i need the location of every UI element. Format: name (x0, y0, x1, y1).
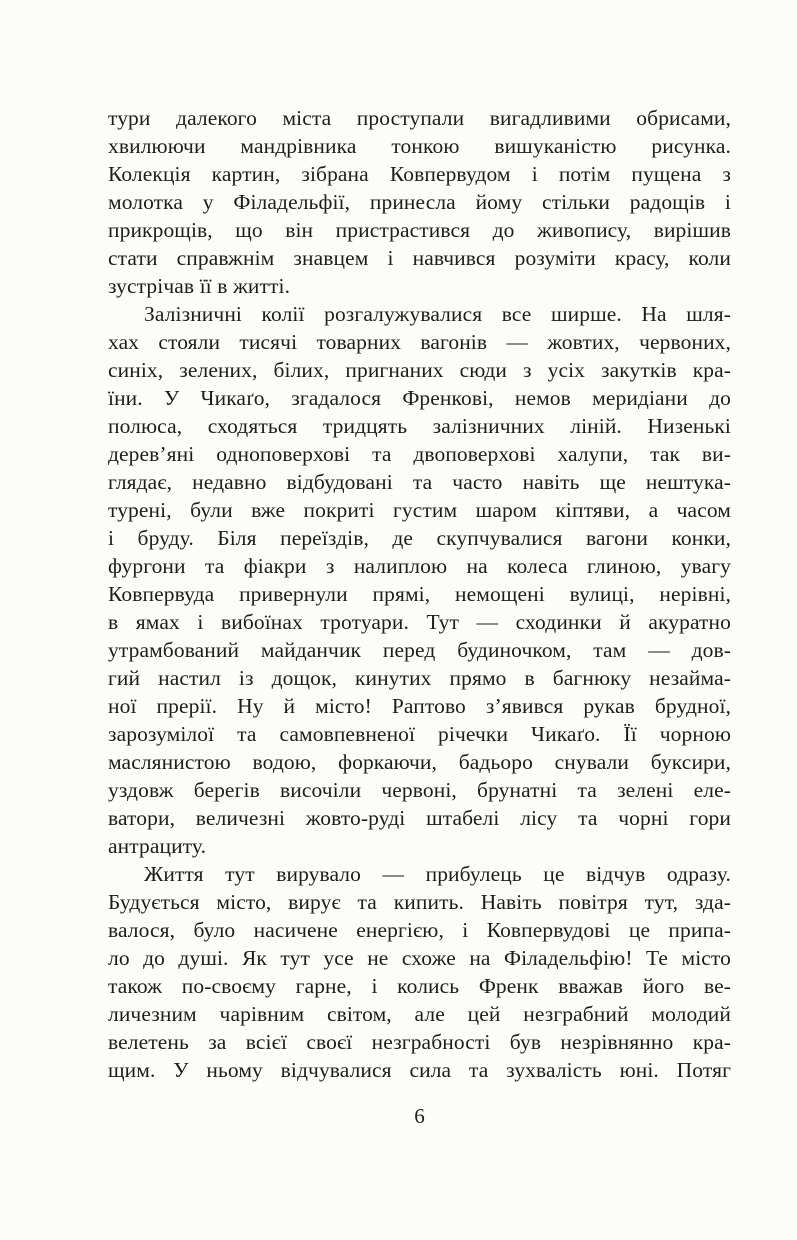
text-line: щим. У ньому відчувалися сила та зухвалість юні. Потяг (108, 1058, 731, 1082)
text-line: і бруду. Біля переїздів, де скупчувалися вагони конки, (108, 526, 731, 550)
text-line: фургони та фіакри з налиплою на колеса глиною, увагу (108, 554, 731, 578)
text-line: антрациту. (108, 834, 207, 858)
text-line: Ковпервуда привернули прямі, немощені вулиці, нерівні, (108, 582, 731, 606)
text-line: ної прерії. Ну й місто! Раптово з’явився рукав брудної, (108, 694, 731, 718)
text-line: Будується місто, вирує та кипить. Навіть повітря тут, зда- (108, 890, 731, 914)
page-number: 6 (414, 1104, 425, 1128)
text-line: зарозумілої та самовпевненої річечки Чикаґо. Її чорною (108, 722, 731, 746)
text-line: Життя тут вирувало — прибулець це відчув одразу. (144, 862, 731, 886)
text-line: прикрощів, що він пристрастився до живопису, вирішив (108, 218, 731, 242)
text-line: зустрічав її в житті. (108, 274, 291, 298)
text-line: молотка у Філадельфії, принесла йому стільки радощів і (108, 190, 731, 214)
text-line: полюса, сходяться тридцять залізничних ліній. Низенькі (108, 414, 731, 438)
text-line: в ямах і вибоїнах тротуари. Тут — сходинки й акуратно (108, 610, 731, 634)
paragraph (108, 860, 731, 1084)
text-line: ло до душі. Як тут усе не схоже на Філадельфію! Те місто (108, 946, 731, 970)
text-line: тури далекого міста проступали вигадливими обрисами, (108, 106, 731, 130)
text-line: утрамбований майданчик перед будиночком, там — дов- (108, 638, 731, 662)
text-line: велетень за всієї своєї незграбності був незрівнянно кра- (108, 1030, 731, 1054)
text-line: їни. У Чикаґо, згадалося Френкові, немов меридіани до (108, 386, 731, 410)
paragraph (108, 300, 731, 860)
text-line: личезним чарівним світом, але цей незграбний молодий (108, 1002, 731, 1026)
text-block (108, 104, 731, 1084)
paragraph (108, 104, 731, 300)
text-line: стати справжнім знавцем і навчився розуміти красу, коли (108, 246, 731, 270)
text-line: також по-своєму гарне, і колись Френк вважав його ве- (108, 974, 731, 998)
text-line: уздовж берегів височіли червоні, брунатні та зелені еле- (108, 778, 731, 802)
text-line: маслянистою водою, форкаючи, бадьоро снували буксири, (108, 750, 731, 774)
text-line: хах стояли тисячі товарних вагонів — жовтих, червоних, (108, 330, 731, 354)
text-line: валося, було насичене енергією, і Ковпервудові це припа- (108, 918, 731, 942)
text-line: глядає, недавно відбудовані та часто навіть ще нештука- (108, 470, 731, 494)
text-line: турені, були вже покриті густим шаром кіптяви, а часом (108, 498, 731, 522)
text-line: Залізничні колії розгалужувалися все ширше. На шля- (144, 302, 731, 326)
text-line: синіх, зелених, білих, пригнаних сюди з усіх закутків кра- (108, 358, 731, 382)
text-line: ватори, величезні жовто-руді штабелі лісу та чорні гори (108, 806, 731, 830)
text-line: дерев’яні одноповерхові та двоповерхові халупи, так ви- (108, 442, 731, 466)
text-line: гий настил із дощок, кинутих прямо в багнюку незайма- (108, 666, 731, 690)
text-line: Колекція картин, зібрана Ковпервудом і потім пущена з (108, 162, 731, 186)
text-line: хвилюючи мандрівника тонкою вишуканістю рисунка. (108, 134, 731, 158)
